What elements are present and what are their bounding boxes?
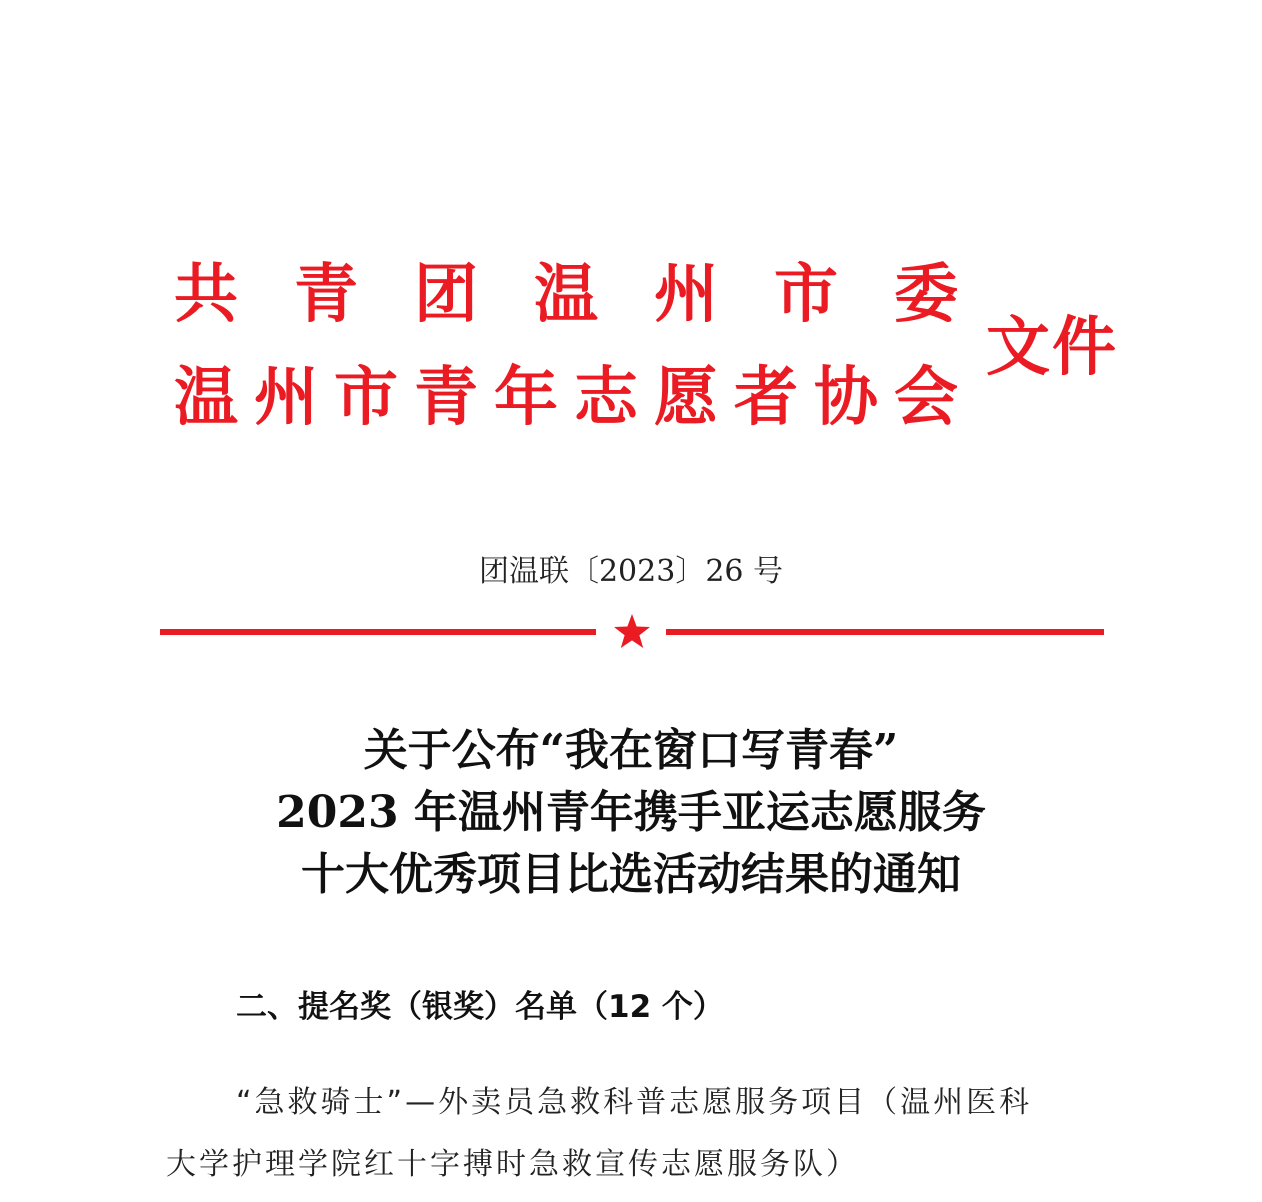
list-item: [166, 1072, 1101, 1196]
title-line-3: 十大优秀项目比选活动结果的通知: [301, 849, 961, 900]
issuer-char: 协: [814, 361, 878, 435]
issuer-char: 委: [894, 258, 958, 332]
entry-line-2: 大学护理学院红十字搏时急救宣传志愿服务队）: [166, 1147, 859, 1182]
issuer-char: 会: [894, 361, 958, 435]
issuer-char: 市: [334, 361, 398, 435]
issuer-char: 温: [174, 361, 238, 435]
issuer-line-1: [166, 255, 966, 335]
issuer-char: 青: [294, 258, 358, 332]
document-type-label: 文件: [986, 311, 1118, 385]
issuer-char: 愿: [654, 361, 718, 435]
notice-title: [0, 720, 1262, 906]
issuer-char: 志: [574, 361, 638, 435]
title-line-1: 关于公布“我在窗口写青春”: [363, 725, 899, 776]
title-line-2: 2023 年温州青年携手亚运志愿服务: [276, 787, 986, 838]
document-number: 团温联〔2023〕26 号: [478, 554, 784, 589]
issuer-char: 州: [654, 258, 718, 332]
issuer-line-2: [166, 358, 966, 438]
document-header: [0, 0, 1262, 470]
issuer-char: 市: [774, 258, 838, 332]
issuer-char: 青: [414, 361, 478, 435]
star-icon: [612, 612, 652, 652]
section-heading: 二、提名奖（银奖）名单（12 个）: [236, 989, 724, 1025]
issuer-char: 者: [734, 361, 798, 435]
issuer-char: 州: [254, 361, 318, 435]
issuer-char: 共: [174, 258, 238, 332]
issuer-char: 温: [534, 258, 598, 332]
entry-line-1: “急救骑士”—外卖员急救科普志愿服务项目（温州医科: [236, 1085, 1033, 1120]
red-divider-left: [160, 629, 596, 635]
issuer-char: 团: [414, 258, 478, 332]
issuer-char: 年: [494, 361, 558, 435]
red-divider-right: [666, 629, 1104, 635]
